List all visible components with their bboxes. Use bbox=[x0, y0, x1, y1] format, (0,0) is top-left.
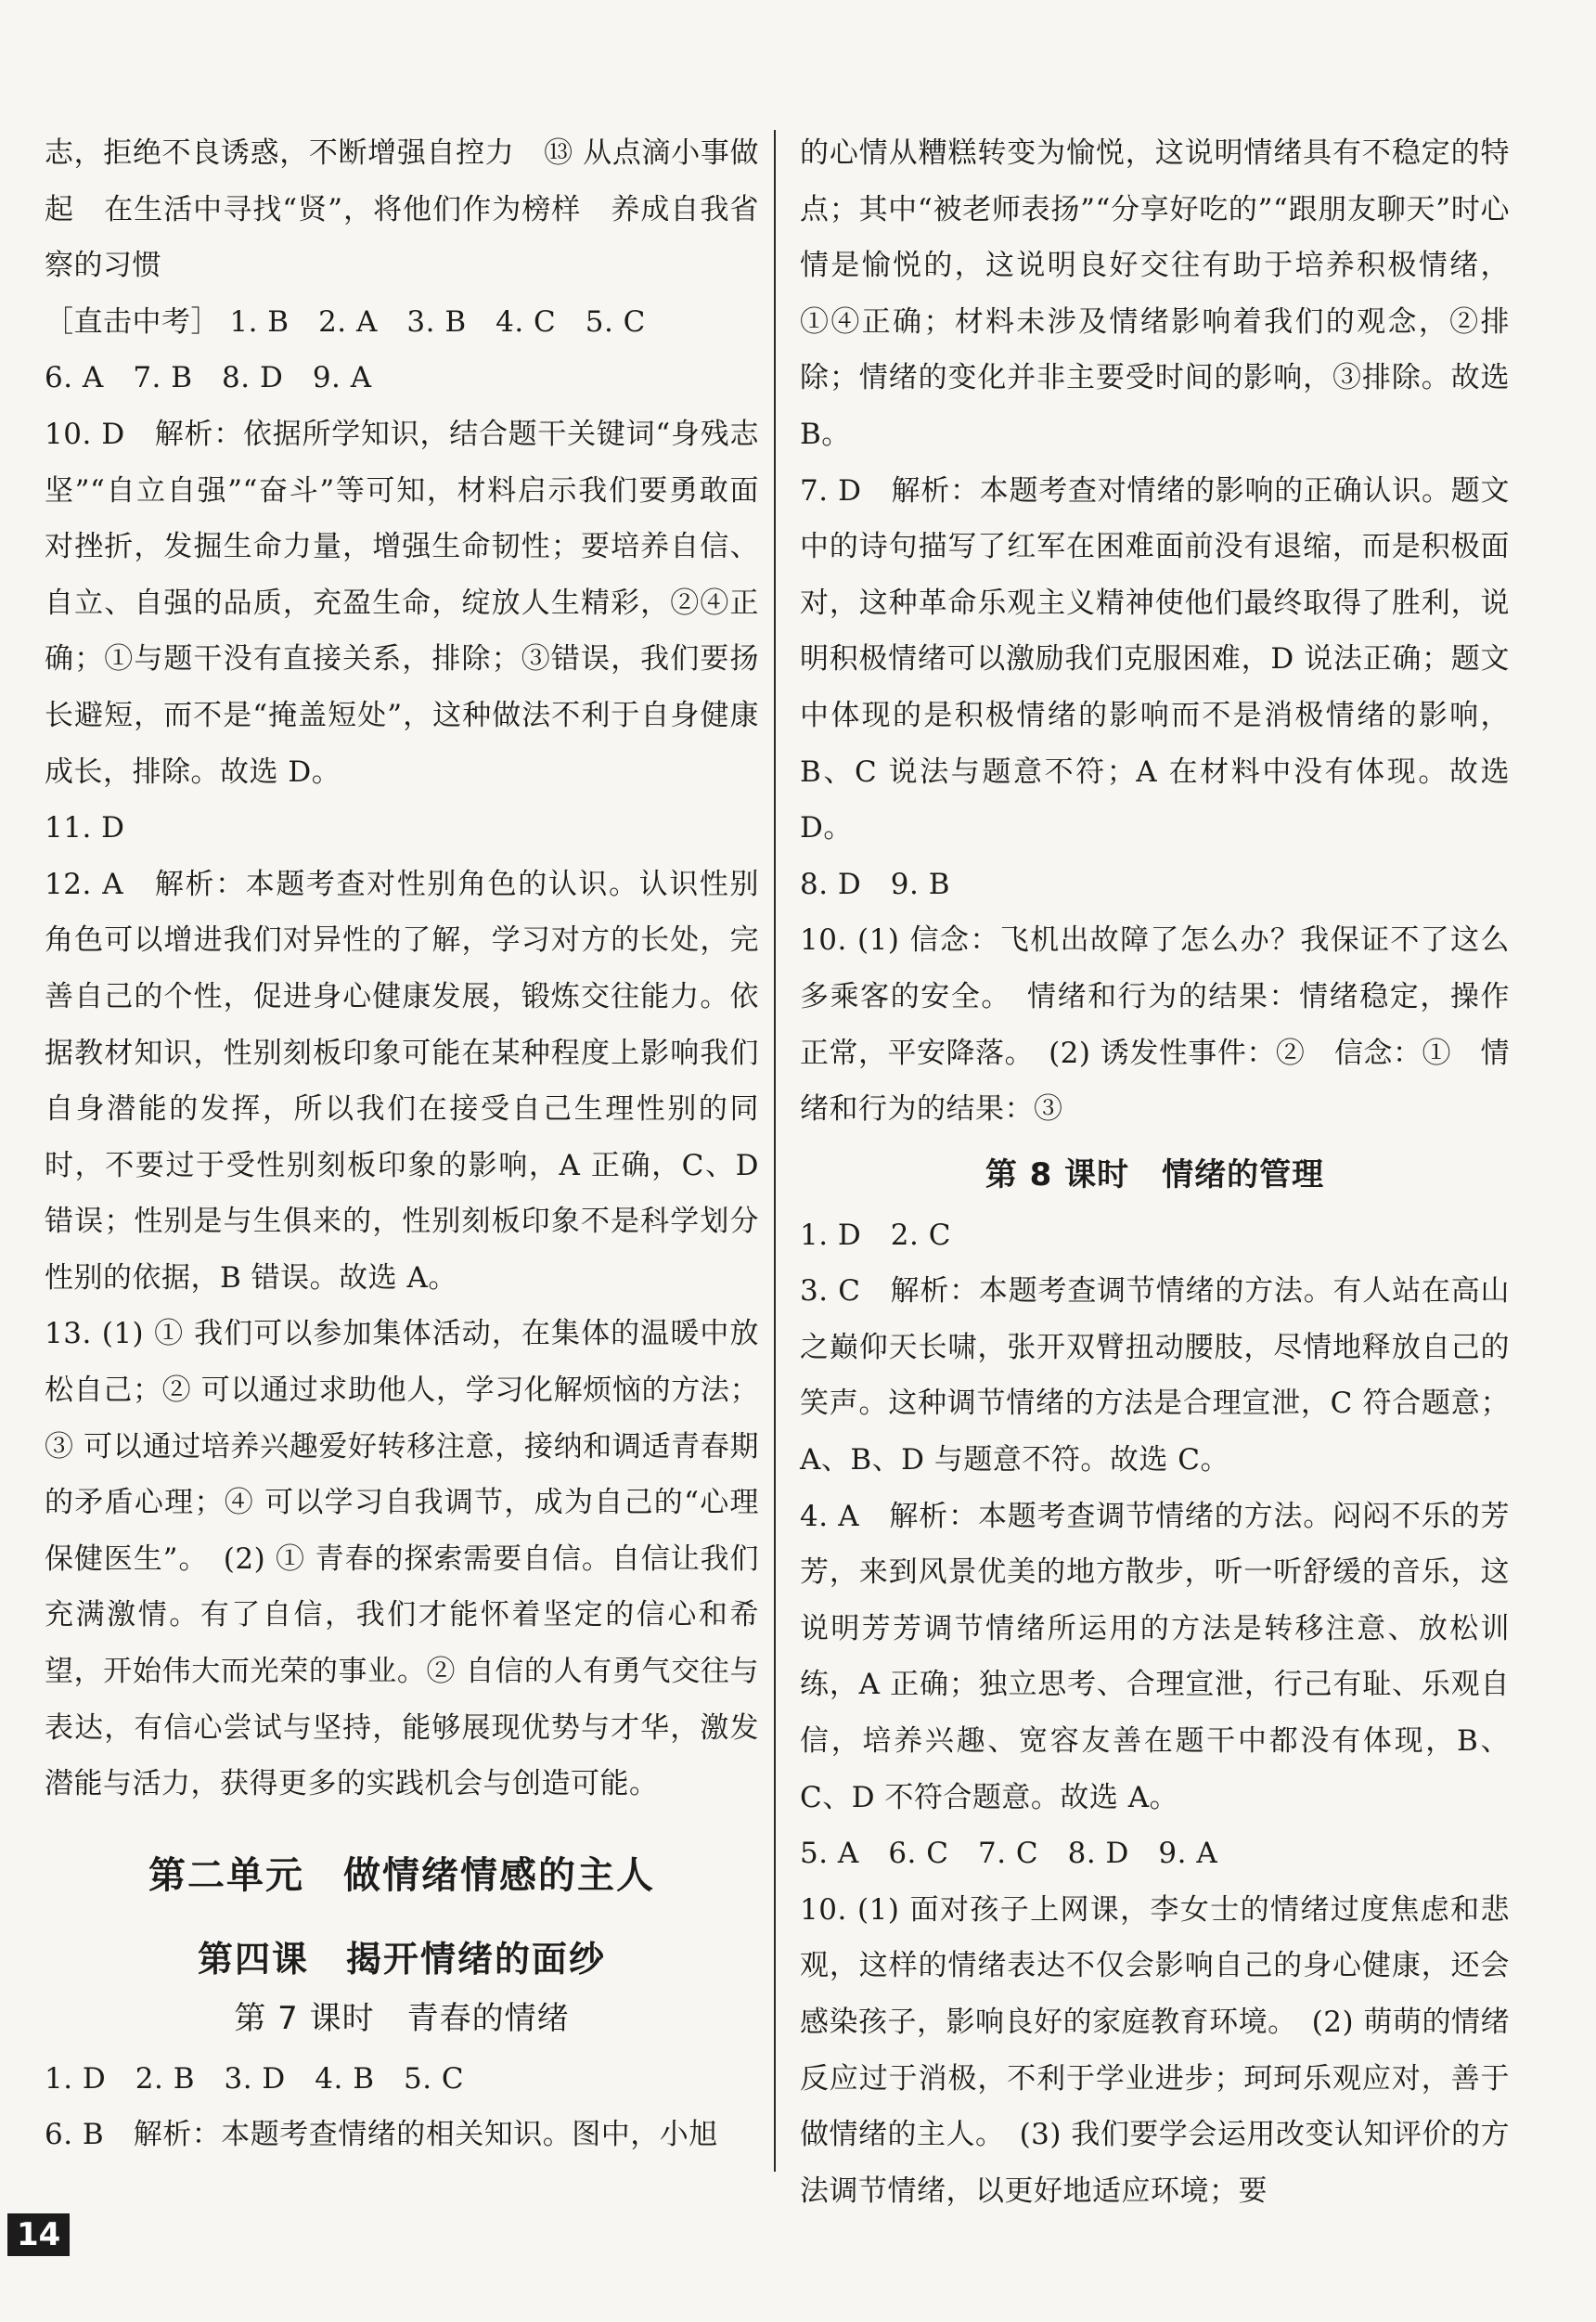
answer-paragraph: 5. A 6. C 7. C 8. D 9. A bbox=[800, 1837, 1218, 1871]
answer-paragraph: 8. D 9. B bbox=[800, 867, 950, 901]
right-column bbox=[800, 125, 1510, 2219]
left-column bbox=[45, 125, 759, 2163]
column-divider bbox=[774, 130, 776, 2172]
answer-paragraph: 6. B 解析：本题考查情绪的相关知识。图中，小旭 bbox=[45, 2118, 718, 2152]
unit-title: 第二单元 做情绪情感的主人 bbox=[148, 1853, 655, 1897]
answer-paragraph: 7. D 解析：本题考查对情绪的影响的正确认识。题文中的诗句描写了红军在困难面前没有退缩，而是积极面对，这种革命乐观主义精神使他们最终取得了胜利，说明积极情绪可以激励我们克服困难，D 说法正确；题文中体现的是积极情绪的影响而不是消极情绪的影响，B、C 说法与题意不符；A 在材料中没有体现。故选 D。 bbox=[800, 473, 1510, 845]
answer-paragraph: 11. D bbox=[45, 811, 125, 845]
answer-paragraph: 的心情从糟糕转变为愉悦，这说明情绪具有不稳定的特点；其中“被老师表扬”“分享好吃的”“跟朋友聊天”时心情是愉悦的，这说明良好交往有助于培养积极情绪，①④正确；材料未涉及情绪影响着我们的观念，②排除；情绪的变化并非主要受时间的影响，③排除。故选 B。 bbox=[800, 136, 1510, 451]
answer-paragraph: 志，拒绝不良诱惑，不断增强自控力 ⑬ 从点滴小事做起 在生活中寻找“贤”，将他们作为榜样 养成自我省察的习惯 bbox=[45, 136, 759, 283]
answer-paragraph: 12. A 解析：本题考查对性别角色的认识。认识性别角色可以增进我们对异性的了解，学习对方的长处，完善自己的个性，促进身心健康发展，锻炼交往能力。依据教材知识，性别刻板印象可能在某种程度上影响我们自身潜能的发挥，所以我们在接受自己生理性别的同时，不要过于受性别刻板印象的影响，A 正确，C、D 错误；性别是与生俱来的，性别刻板印象不是科学划分性别的依据，B 错误。故选 A。 bbox=[45, 867, 759, 1295]
lesson-title: 第四课 揭开情绪的面纱 bbox=[197, 1938, 606, 1980]
answer-paragraph: 10. (1) 面对孩子上网课，李女士的情绪过度焦虑和悲观，这样的情绪表达不仅会影响自己的身心健康，还会感染孩子，影响良好的家庭教育环境。 (2) 萌萌的情绪反应过于消极，不利于学业进步；珂珂乐观应对，善于做情绪的主人。 (3) 我们要学会运用改变认知评价的方法调节情绪，以更好地适应环境；要 bbox=[800, 1892, 1510, 2208]
answer-paragraph: ［直击中考］ 1. B 2. A 3. B 4. C 5. C bbox=[45, 304, 646, 339]
period-title: 第 7 课时 青春的情绪 bbox=[234, 1999, 570, 2037]
period-title: 第 8 课时 情绪的管理 bbox=[985, 1155, 1325, 1193]
answer-paragraph: 10. D 解析：依据所学知识，结合题干关键词“身残志坚”“自立自强”“奋斗”等可知，材料启示我们要勇敢面对挫折，发掘生命力量，增强生命韧性；要培养自信、自立、自强的品质，充盈生命，绽放人生精彩，②④正确；①与题干没有直接关系，排除；③错误，我们要扬长避短，而不是“掩盖短处”，这种做法不利于自身健康成长，排除。故选 D。 bbox=[45, 417, 759, 789]
answer-paragraph: 1. D 2. B 3. D 4. B 5. C bbox=[45, 2061, 465, 2096]
answer-paragraph: 10. (1) 信念：飞机出故障了怎么办？我保证不了这么多乘客的安全。 情绪和行为的结果：情绪稳定，操作正常，平安降落。 (2) 诱发性事件：② 信念：① 情绪和行为的结果：③ bbox=[800, 923, 1510, 1127]
answer-paragraph: 4. A 解析：本题考查调节情绪的方法。闷闷不乐的芳芳，来到风景优美的地方散步，听一听舒缓的音乐，这说明芳芳调节情绪所运用的方法是转移注意、放松训练，A 正确；独立思考、合理宣泄，行己有耻、乐观自信，培养兴趣、宽容友善在题干中都没有体现，B、C、D 不符合题意。故选 A。 bbox=[800, 1499, 1510, 1814]
answer-paragraph: 6. A 7. B 8. D 9. A bbox=[45, 361, 372, 395]
answer-paragraph: 13. (1) ① 我们可以参加集体活动，在集体的温暖中放松自己；② 可以通过求助他人，学习化解烦恼的方法；③ 可以通过培养兴趣爱好转移注意，接纳和调适青春期的矛盾心理；④ 可以学习自我调节，成为自己的“心理保健医生”。 (2) ① 青春的探索需要自信。自信让我们充满激情。有了自信，我们才能怀着坚定的信心和希望，开始伟大而光荣的事业。② 自信的人有勇气交往与表达，有信心尝试与坚持，能够展现优势与才华，激发潜能与活力，获得更多的实践机会与创造可能。 bbox=[45, 1317, 759, 1801]
answer-paragraph: 3. C 解析：本题考查调节情绪的方法。有人站在高山之巅仰天长啸，张开双臂扭动腰肢，尽情地释放自己的笑声。这种调节情绪的方法是合理宣泄，C 符合题意；A、B、D 与题意不符。故选 C。 bbox=[800, 1274, 1510, 1477]
answer-paragraph: 1. D 2. C bbox=[800, 1218, 951, 1252]
page-number: 14 bbox=[7, 2213, 70, 2256]
